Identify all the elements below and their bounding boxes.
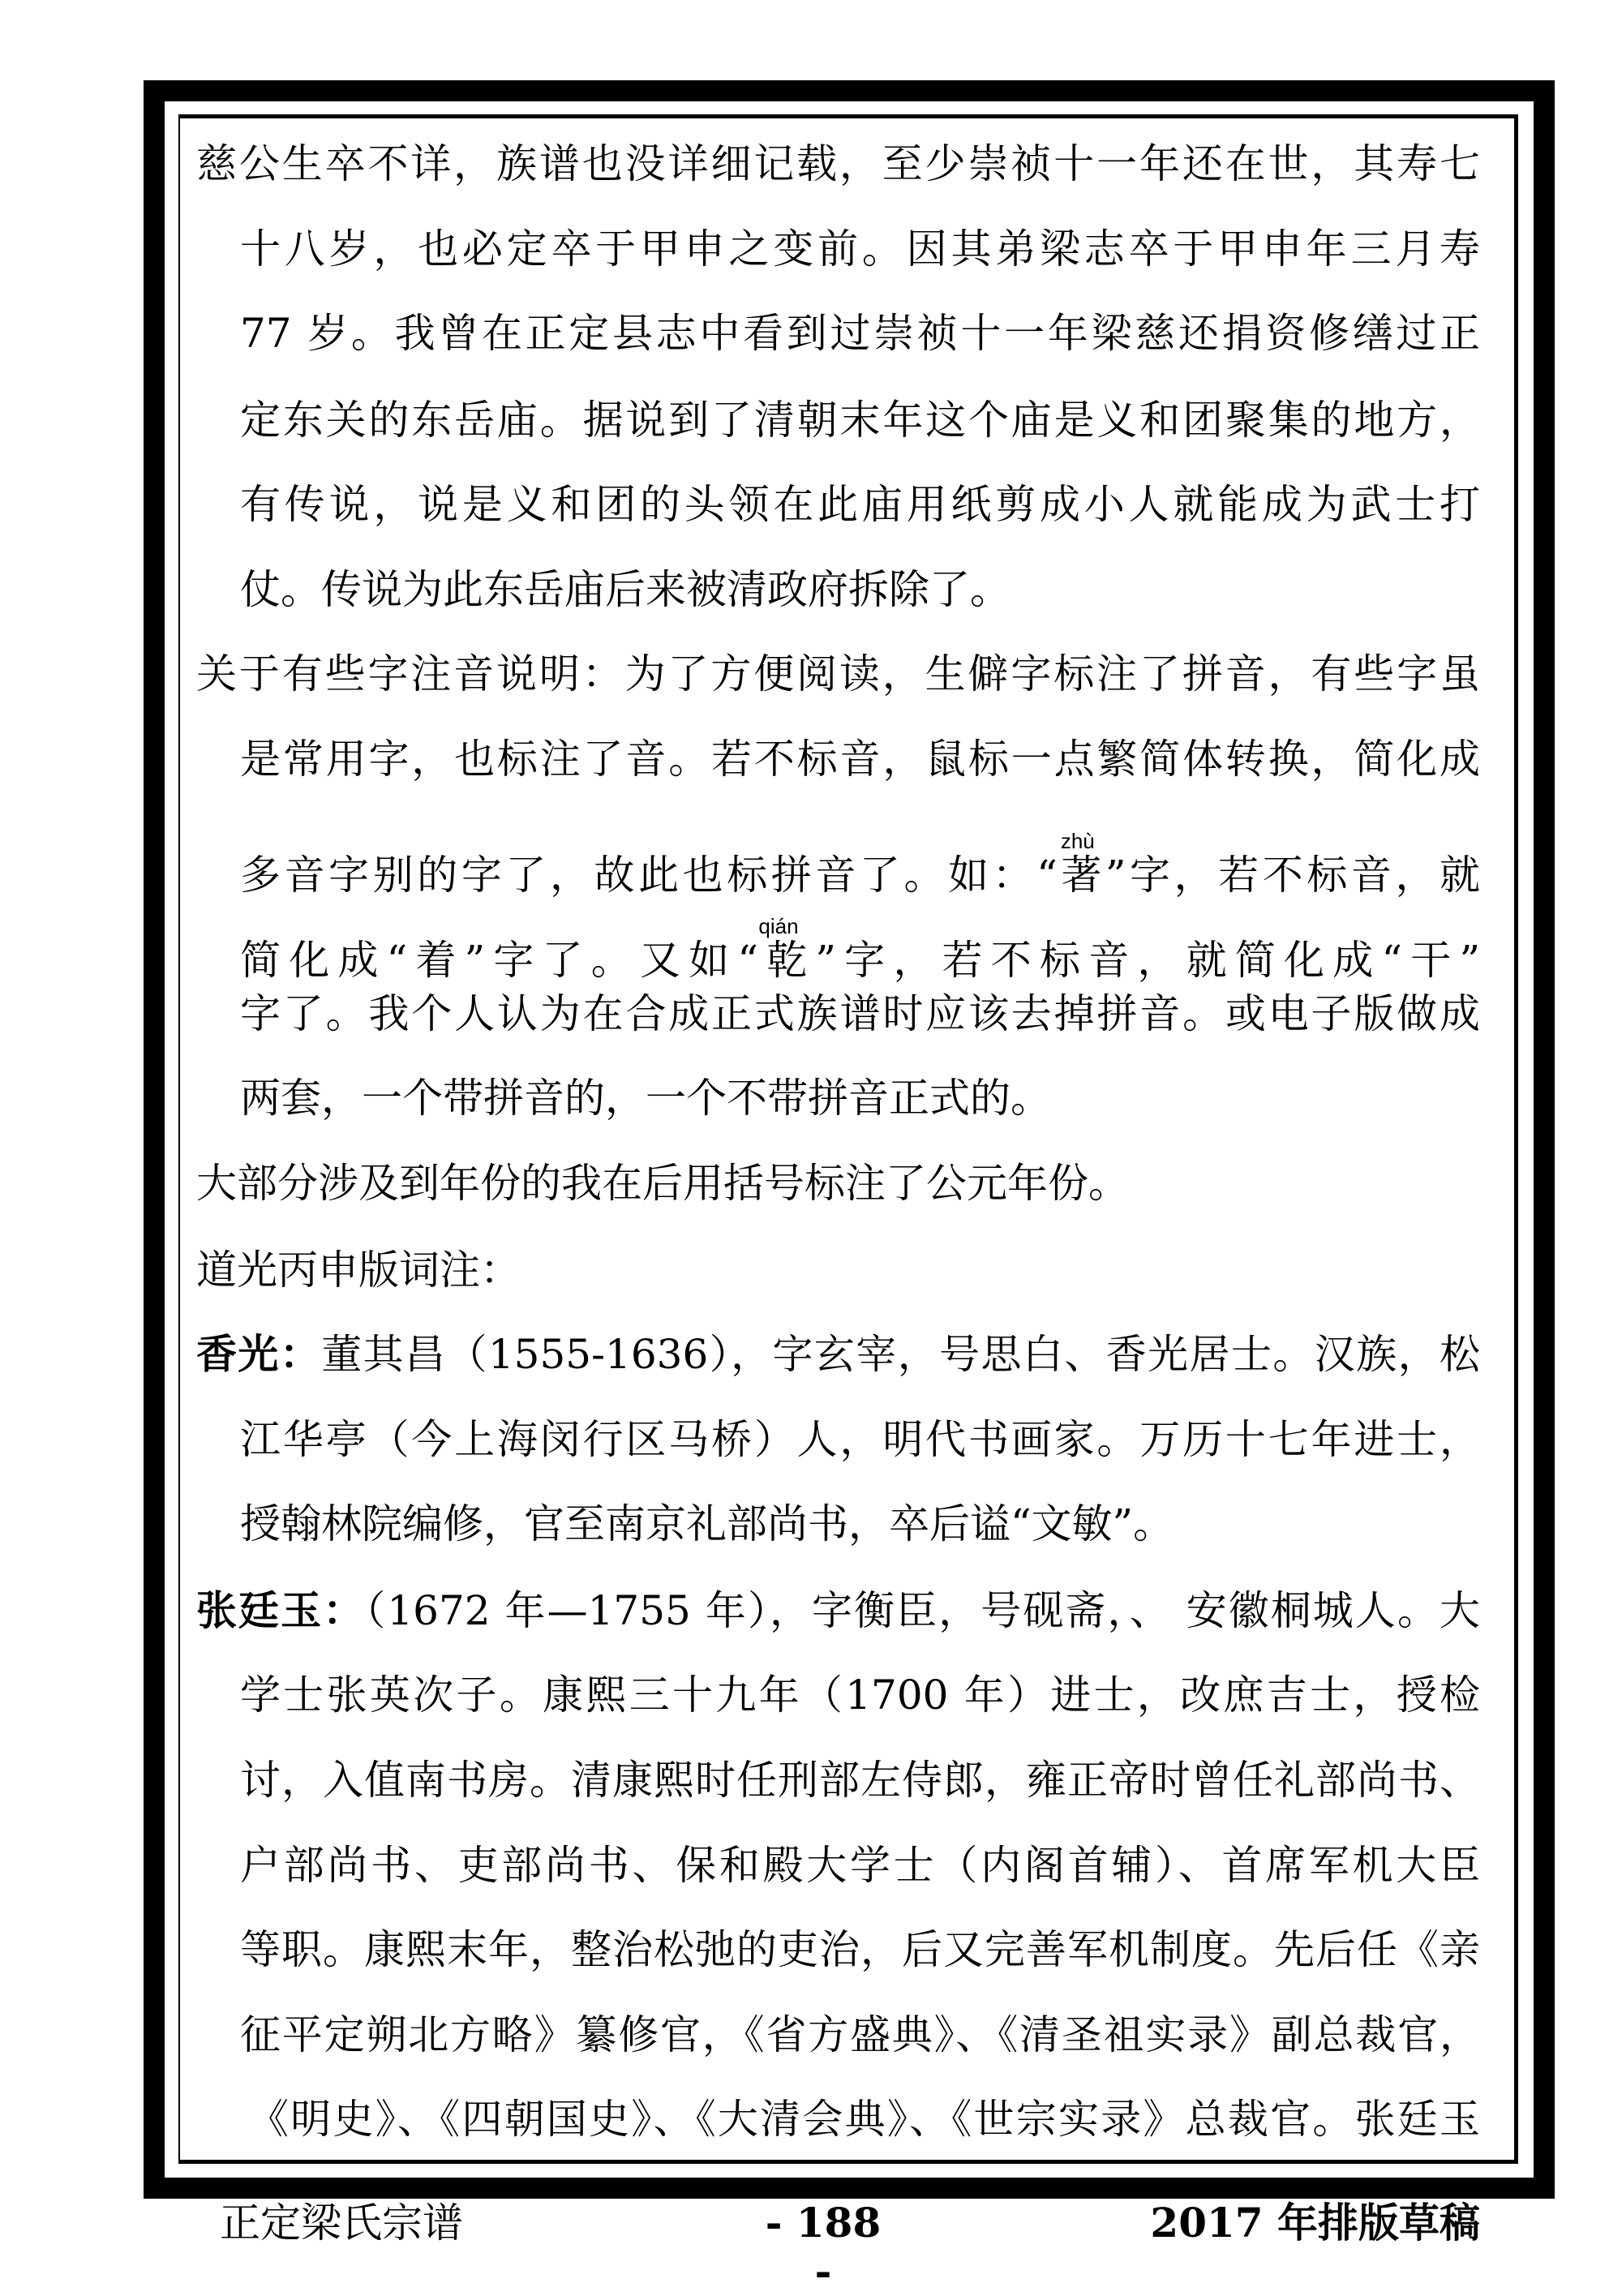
pinyin-annotated-char <box>757 914 816 984</box>
text-line <box>240 914 1481 984</box>
term-label: 香光： <box>196 1330 322 1378</box>
text-line: 77 岁。我曾在正定县志中看到过崇祯十一年梁慈还捐资修缮过正 <box>240 310 1480 357</box>
text-line: 学士张英次子。康熙三十九年（1700 年）进士，改庶吉士，授检 <box>240 1672 1480 1719</box>
text-segment: ”字，若不标音，就简化成“干” <box>815 937 1481 984</box>
pinyin: qián <box>757 914 799 938</box>
text-line: 两套，一个带拼音的，一个不带拼音正式的。 <box>240 1075 1051 1122</box>
text-line: 慈公生卒不详，族谱也没详细记载，至少崇祯十一年还在世，其寿七 <box>196 140 1480 187</box>
text-segment: ”字，若不标音，就 <box>1105 852 1481 899</box>
footer-draft-note: 2017 年排版草稿 <box>1150 2199 1480 2247</box>
text-line: 江华亭（今上海闵行区马桥）人，明代书画家。万历十七年进士， <box>240 1416 1480 1463</box>
text-line: 讨，入值南书房。清康熙时任刑部左侍郎，雍正帝时曾任礼部尚书、 <box>240 1757 1480 1804</box>
text-line: 有传说，说是义和团的头领在此庙用纸剪成小人就能成为武士打 <box>240 481 1480 528</box>
footer-page-number: - 188 - <box>765 2199 882 2295</box>
pinyin: zhù <box>1057 829 1098 853</box>
ruby-base: 乾 <box>757 937 816 984</box>
section-heading: 道光丙申版词注： <box>196 1247 521 1294</box>
text-line: 仗。传说为此东岳庙后来被清政府拆除了。 <box>240 566 1010 613</box>
pinyin-annotated-char <box>1057 829 1105 899</box>
text-line <box>240 829 1481 899</box>
term-label: 张廷玉： <box>196 1586 366 1634</box>
text-line: 定东关的东岳庙。据说到了清朝末年这个庙是义和团聚集的地方， <box>240 397 1480 444</box>
text-line: 授翰林院编修，官至南京礼部尚书，卒后谥“文敏”。 <box>240 1500 1174 1547</box>
text-line: 大部分涉及到年份的我在后用括号标注了公元年份。 <box>196 1160 1129 1207</box>
footer-book-title: 正定梁氏宗谱 <box>220 2199 463 2247</box>
text-segment: 简化成“着”字了。又如“ <box>240 937 758 984</box>
ruby-base: 著 <box>1057 852 1105 899</box>
text-line <box>196 1330 1480 1379</box>
text-segment: 多音字别的字了，故此也标拼音了。如：“ <box>240 852 1058 899</box>
text-segment: （1672 年—1755 年），字衡臣，号砚斋，、 安徽桐城人。大 <box>365 1587 1481 1634</box>
text-segment: 董其昌（1555-1636），字玄宰，号思白、香光居士。汉族，松 <box>321 1331 1481 1378</box>
text-line <box>196 1586 1480 1635</box>
text-line: 字了。我个人认为在合成正式族谱时应该去掉拼音。或电子版做成 <box>240 990 1480 1037</box>
text-line: 《明史》、《四朝国史》、《大清会典》、《世宗实录》总裁官。张廷玉 <box>248 2096 1480 2143</box>
text-line: 征平定朔北方略》纂修官，《省方盛典》、《清圣祖实录》副总裁官， <box>240 2011 1480 2058</box>
text-line: 是常用字，也标注了音。若不标音，鼠标一点繁简体转换，简化成 <box>240 736 1480 783</box>
text-line: 关于有些字注音说明：为了方便阅读，生僻字标注了拼音，有些字虽 <box>196 650 1480 697</box>
text-line: 等职。康熙末年，整治松弛的吏治，后又完善军机制度。先后任《亲 <box>240 1926 1480 1973</box>
text-line: 户部尚书、吏部尚书、保和殿大学士（内阁首辅）、首席军机大臣 <box>240 1842 1480 1889</box>
text-line: 十八岁，也必定卒于甲申之变前。因其弟梁志卒于甲申年三月寿 <box>240 225 1480 273</box>
